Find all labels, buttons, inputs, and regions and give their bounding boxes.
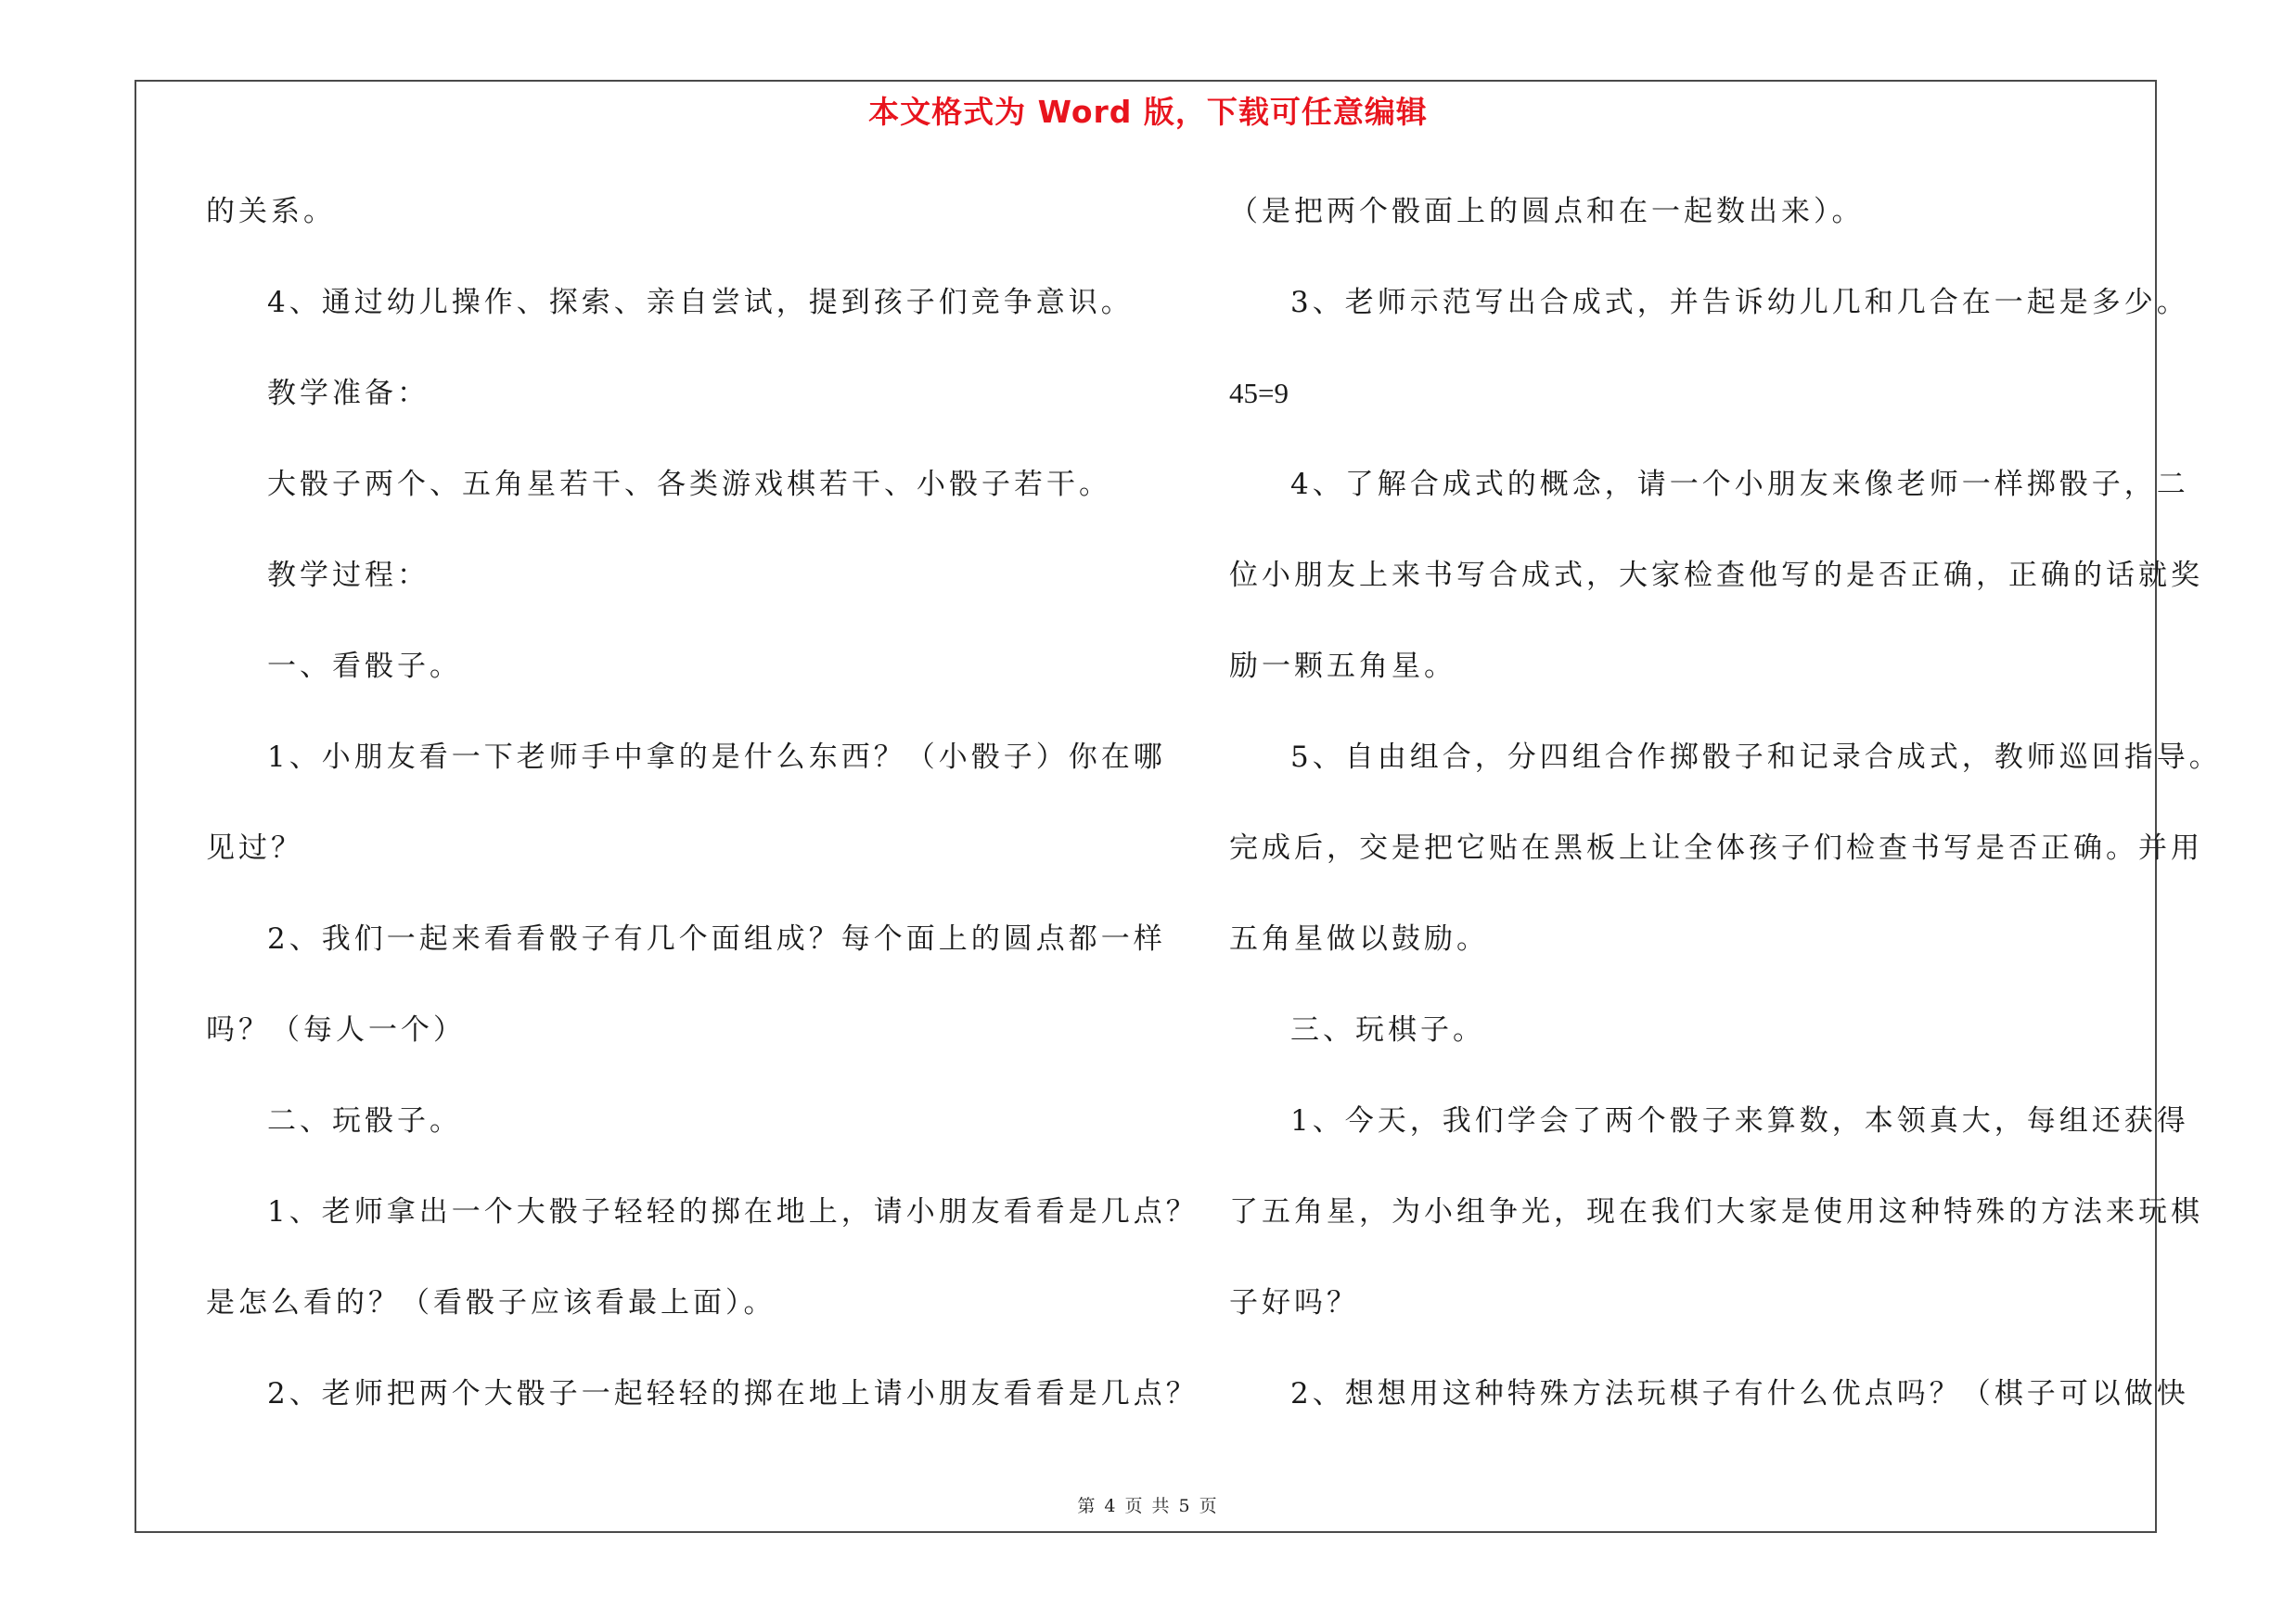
paragraph-line: 5、自由组合，分四组合作掷骰子和记录合成式，教师巡回指导。 [1290, 741, 2222, 774]
paragraph-line: 见过？ [206, 831, 303, 865]
page-number-footer: 第 4 页 共 5 页 [1077, 1496, 1219, 1516]
paragraph-line: 五角星做以鼓励。 [1229, 922, 1489, 956]
paragraph-line: 1、小朋友看一下老师手中拿的是什么东西？（小骰子）你在哪 [267, 741, 1166, 774]
paragraph-line: 了五角星，为小组争光，现在我们大家是使用这种特殊的方法来玩棋 [1229, 1195, 2203, 1229]
paragraph-line: 教学过程： [267, 559, 430, 592]
paragraph-line: 3、老师示范写出合成式，并告诉幼儿几和几合在一起是多少。 [1290, 286, 2189, 319]
paragraph-line: 三、玩棋子。 [1290, 1013, 1485, 1047]
paragraph-line: 1、今天，我们学会了两个骰子来算数，本领真大，每组还获得 [1290, 1104, 2189, 1138]
equation-line: 45=9 [1229, 377, 1289, 409]
paragraph-line: 位小朋友上来书写合成式，大家检查他写的是否正确，正确的话就奖 [1229, 559, 2203, 592]
paragraph-line: 大骰子两个、五角星若干、各类游戏棋若干、小骰子若干。 [267, 468, 1111, 501]
paragraph-line: 4、通过幼儿操作、探索、亲自尝试，提到孩子们竞争意识。 [267, 286, 1134, 319]
paragraph-line: 子好吗？ [1229, 1286, 1359, 1320]
paragraph-line: 完成后，交是把它贴在黑板上让全体孩子们检查书写是否正确。并用 [1229, 831, 2203, 865]
format-notice-banner: 本文格式为 Word 版，下载可任意编辑 [868, 94, 1428, 130]
paragraph-line: （是把两个骰面上的圆点和在一起数出来）。 [1229, 195, 1865, 228]
paragraph-line: 励一颗五角星。 [1229, 650, 1456, 683]
paragraph-line: 2、我们一起来看看骰子有几个面组成？每个面上的圆点都一样 [267, 922, 1166, 956]
paragraph-line: 教学准备： [267, 377, 430, 410]
paragraph-line: 1、老师拿出一个大骰子轻轻的掷在地上，请小朋友看看是几点？ [267, 1195, 1199, 1229]
paragraph-line: 吗？（每人一个） [206, 1013, 466, 1047]
paragraph-line: 二、玩骰子。 [267, 1104, 462, 1138]
paragraph-line: 是怎么看的？（看骰子应该看最上面）。 [206, 1286, 776, 1320]
paragraph-line: 的关系。 [206, 195, 336, 228]
paragraph-line: 2、老师把两个大骰子一起轻轻的掷在地上请小朋友看看是几点？ [267, 1377, 1199, 1410]
paragraph-line: 2、想想用这种特殊方法玩棋子有什么优点吗？（棋子可以做快 [1290, 1377, 2189, 1410]
paragraph-line: 4、了解合成式的概念，请一个小朋友来像老师一样掷骰子，二 [1290, 468, 2189, 501]
paragraph-line: 一、看骰子。 [267, 650, 462, 683]
